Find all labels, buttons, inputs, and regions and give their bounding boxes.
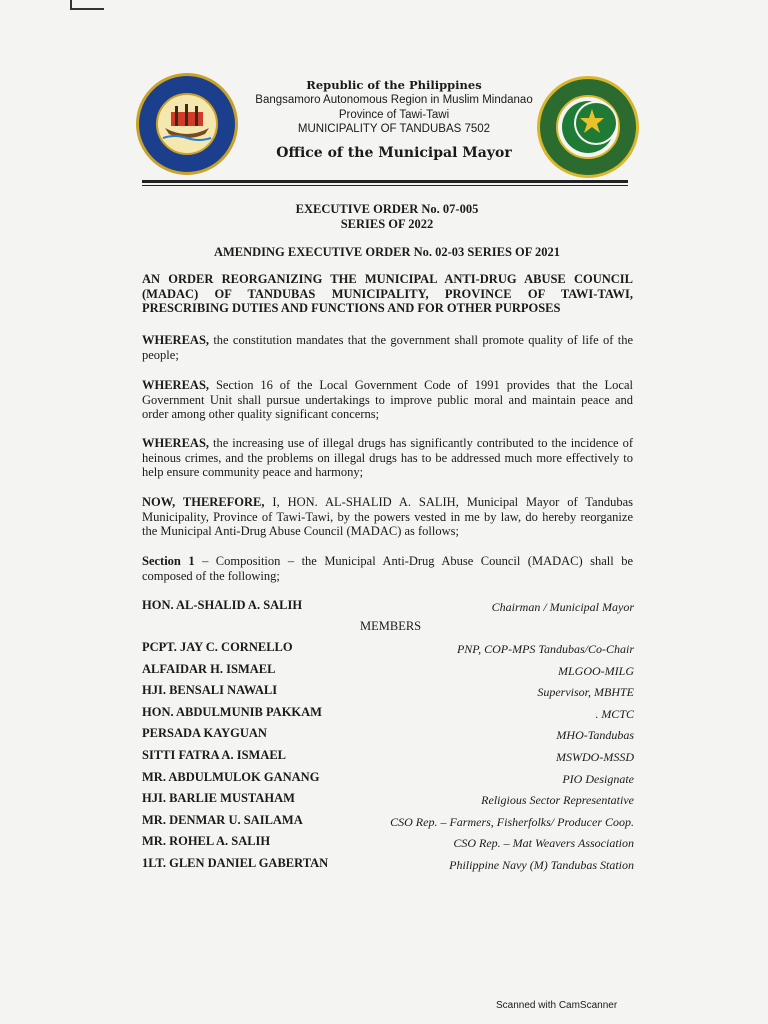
member-role: MLGOO-MILG — [558, 664, 634, 678]
member-role: CSO Rep. – Farmers, Fisherfolks/ Producer Coop. — [390, 815, 634, 829]
member-name: MR. ABDULMULOK GANANG — [142, 770, 320, 784]
whereas-paragraph-3 — [142, 436, 633, 480]
order-series: SERIES OF 2022 — [340, 217, 434, 231]
member-role: Religious Sector Representative — [481, 793, 634, 807]
whereas-paragraph-1 — [142, 333, 633, 362]
whereas-lead: WHEREAS, — [142, 333, 210, 347]
office-line: Office of the Municipal Mayor — [276, 144, 512, 161]
member-name: MR. ROHEL A. SALIH — [142, 834, 271, 848]
member-name: MR. DENMAR U. SAILAMA — [142, 813, 303, 827]
order-title: AN ORDER REORGANIZING THE MUNICIPAL ANTI-DRUG ABUSE COUNCIL (MADAC) OF TANDUBAS MUNICIPALITY, PROVINCE OF TAWI-TAWI, PRESCRIBING DUTIES AND FUNCTIONS AND FOR OTHER PURPOSES — [142, 272, 633, 315]
member-name: HJI. BENSALI NAWALI — [142, 683, 278, 697]
member-name: PERSADA KAYGUAN — [142, 726, 267, 740]
municipality-seal-graphic — [139, 76, 235, 172]
whereas-text: the constitution mandates that the government shall promote quality of life of the people; — [142, 333, 633, 362]
chairman-role: Chairman / Municipal Mayor — [491, 600, 634, 614]
member-role: MSWDO-MSSD — [556, 750, 634, 764]
whereas-paragraph-2 — [142, 378, 633, 422]
member-role: . MCTC — [595, 707, 634, 721]
section-1-paragraph — [142, 554, 633, 583]
header-rule-thin — [142, 185, 628, 186]
barmm-seal-graphic — [540, 79, 636, 175]
members-label: MEMBERS — [360, 619, 422, 633]
whereas-text: the increasing use of illegal drugs has significantly contributed to the incidence of heinous crimes, and the problems on illegal drugs has to be addressed much more effectively to help ensure community peace and harmony; — [142, 436, 633, 479]
member-name: HJI. BARLIE MUSTAHAM — [142, 791, 295, 805]
letterhead — [250, 78, 538, 161]
section-1-lead: Section 1 — [142, 554, 195, 568]
member-name: PCPT. JAY C. CORNELLO — [142, 640, 293, 654]
member-role: Philippine Navy (M) Tandubas Station — [449, 858, 634, 872]
chairman-name: HON. AL-SHALID A. SALIH — [142, 598, 303, 612]
whereas-lead: WHEREAS, — [142, 378, 210, 392]
header-rule-thick — [142, 180, 628, 183]
municipality-line: MUNICIPALITY OF TANDUBAS 7502 — [297, 123, 491, 135]
therefore-text: I, HON. AL-SHALID A. SALIH, Municipal Mayor of Tandubas Municipality, Province of Tawi-Tawi, by the powers vested in me by law, do hereby reorganize the Municipal Anti-Drug Abuse Council (MADAC) as follows; — [142, 495, 633, 538]
member-role: Supervisor, MBHTE — [537, 685, 634, 699]
member-role: CSO Rep. – Mat Weavers Association — [453, 836, 634, 850]
municipality-seal — [136, 73, 238, 175]
whereas-lead: WHEREAS, — [142, 436, 210, 450]
section-1-text: – Composition – the Municipal Anti-Drug Abuse Council (MADAC) shall be composed of the following; — [142, 554, 633, 583]
therefore-paragraph — [142, 495, 633, 539]
barmm-seal — [537, 76, 639, 178]
scanner-watermark: Scanned with CamScanner — [496, 1000, 618, 1011]
region-line: Bangsamoro Autonomous Region in Muslim Mindanao — [255, 94, 533, 106]
province-line: Province of Tawi-Tawi — [338, 108, 450, 121]
member-name: HON. ABDULMUNIB PAKKAM — [142, 705, 322, 719]
member-role: MHO-Tandubas — [556, 728, 634, 742]
member-name: SITTI FATRA A. ISMAEL — [142, 748, 287, 762]
therefore-lead: NOW, THEREFORE, — [142, 495, 265, 509]
amending-line: AMENDING EXECUTIVE ORDER No. 02-03 SERIES OF 2021 — [213, 245, 561, 259]
member-name: ALFAIDAR H. ISMAEL — [142, 662, 276, 676]
member-role: PIO Designate — [562, 772, 634, 786]
member-role: PNP, COP-MPS Tandubas/Co-Chair — [456, 642, 634, 656]
republic-line: Republic of the Philippines — [306, 78, 482, 92]
member-name: 1LT. GLEN DANIEL GABERTAN — [142, 856, 329, 870]
corner-mark — [70, 0, 104, 10]
order-number: EXECUTIVE ORDER No. 07-005 — [295, 202, 479, 216]
whereas-text: Section 16 of the Local Government Code of 1991 provides that the Local Government Unit shall pursue undertakings to improve public moral and maintain peace and order among other quality significant concerns; — [142, 378, 633, 421]
